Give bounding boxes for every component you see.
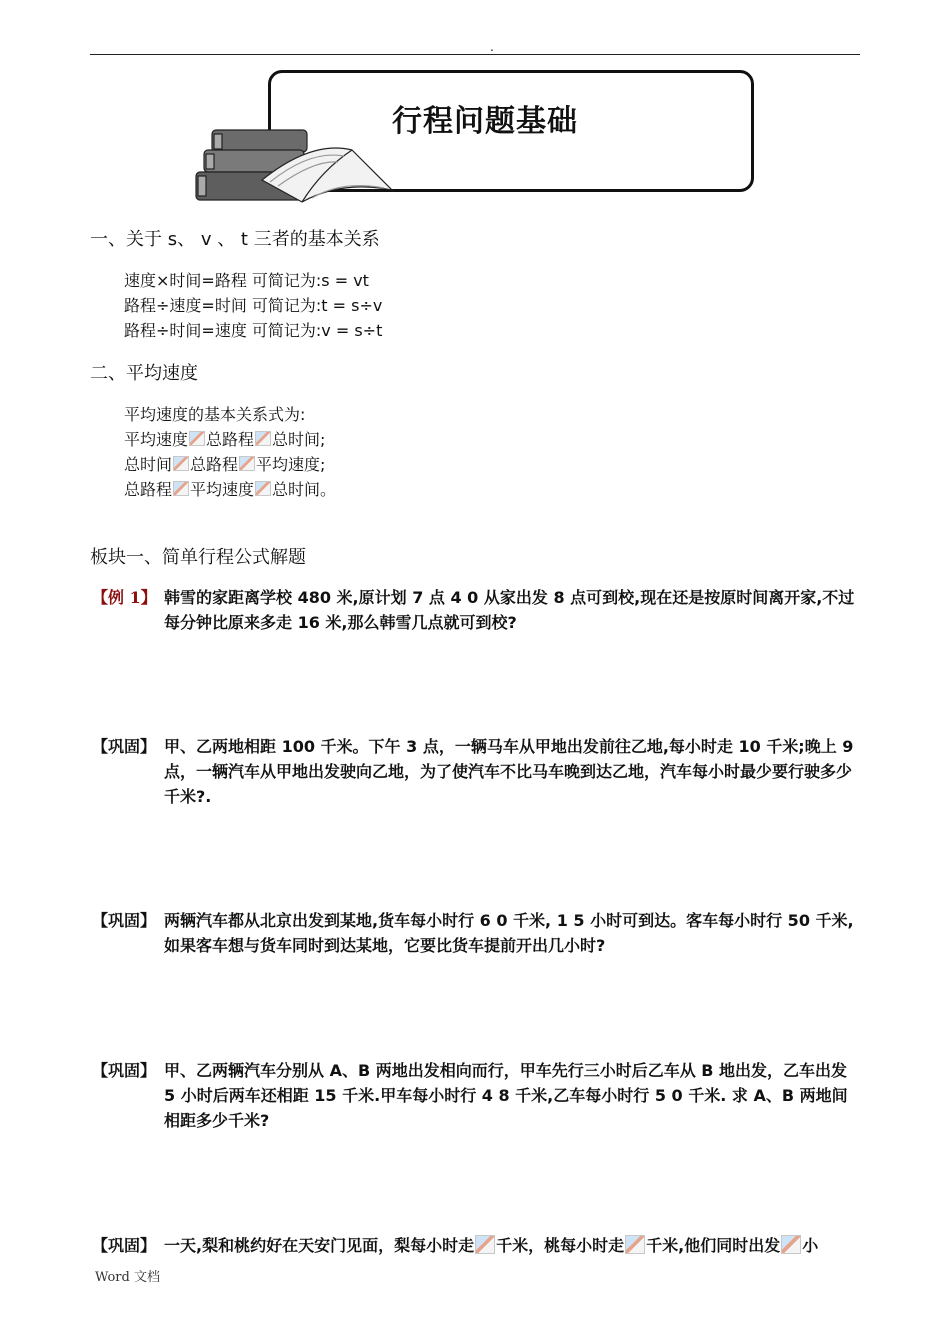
- example-text: 韩雪的家距离学校 480 米,原计划 7 点 4 0 从家出发 8 点可到校,现在还是按原时间离开家,不过每分钟比原来多走 16 米,那么韩雪几点就可到校?: [164, 588, 855, 632]
- formula-image-icon: [255, 481, 271, 496]
- avg-formula: 总路程 平均速度 总时间。: [124, 480, 337, 499]
- relation-line: 路程÷时间=速度 可简记为:v = s÷t: [124, 321, 383, 340]
- header-rule: [90, 54, 860, 55]
- relation-line: 速度×时间=路程 可简记为:s = vt: [124, 271, 369, 290]
- practice-text: 一天,梨和桃约好在天安门见面，梨每小时走 千米，桃每小时走 千米,他们同时出发 小: [164, 1236, 819, 1255]
- formula-image-icon: [239, 456, 255, 471]
- practice-1: [92, 734, 862, 809]
- practice-tag: 【巩固】: [92, 737, 157, 756]
- practice-text: 甲、乙两辆汽车分别从 A、B 两地出发相向而行，甲车先行三小时后乙车从 B 地出发，乙车出发 5 小时后两车还相距 15 千米.甲车每小时行 4 8 千米,乙车每小时行 5 0 千米. 求 A、B 两地间相距多少千米?: [164, 1061, 848, 1130]
- practice-3: [92, 1058, 862, 1133]
- section3-heading: 板块一、简单行程公式解题: [90, 547, 306, 568]
- avg-formula: 平均速度 总路程 总时间;: [124, 430, 326, 449]
- practice-2: [92, 908, 862, 958]
- section2-heading: 二、平均速度: [90, 363, 198, 384]
- section1-heading: 一、关于 s、 v 、 t 三者的基本关系: [90, 229, 380, 250]
- formula-image-icon: [781, 1235, 801, 1254]
- page-title: 行程问题基础: [392, 104, 578, 139]
- books-illustration: [192, 120, 397, 206]
- practice-tag: 【巩固】: [92, 1061, 157, 1080]
- practice-tag: 【巩固】: [92, 911, 157, 930]
- formula-image-icon: [255, 431, 271, 446]
- formula-image-icon: [625, 1235, 645, 1254]
- footer-label: Word 文档: [95, 1270, 160, 1285]
- header-dot: .: [490, 40, 494, 54]
- practice-text: 两辆汽车都从北京出发到某地,货车每小时行 6 0 千米, 1 5 小时可到达。客车每小时行 50 千米,如果客车想与货车同时到达某地，它要比货车提前开出几小时?: [164, 911, 854, 955]
- practice-text: 甲、乙两地相距 100 千米。下午 3 点，一辆马车从甲地出发前往乙地,每小时走 10 千米;晚上 9 点，一辆汽车从甲地出发驶向乙地，为了使汽车不比马车晚到达乙地，汽车每小时最少要行驶多少千米?.: [164, 737, 854, 806]
- avg-formula: 总时间 总路程 平均速度;: [124, 455, 326, 474]
- example-1: [92, 585, 862, 635]
- formula-image-icon: [189, 431, 205, 446]
- practice-4: [92, 1233, 862, 1258]
- formula-image-icon: [173, 481, 189, 496]
- relation-line: 路程÷速度=时间 可简记为:t = s÷v: [124, 296, 383, 315]
- avg-intro: 平均速度的基本关系式为:: [124, 405, 306, 424]
- formula-image-icon: [173, 456, 189, 471]
- practice-tag: 【巩固】: [92, 1236, 157, 1255]
- example-tag: 【例 1】: [92, 588, 157, 607]
- formula-image-icon: [475, 1235, 495, 1254]
